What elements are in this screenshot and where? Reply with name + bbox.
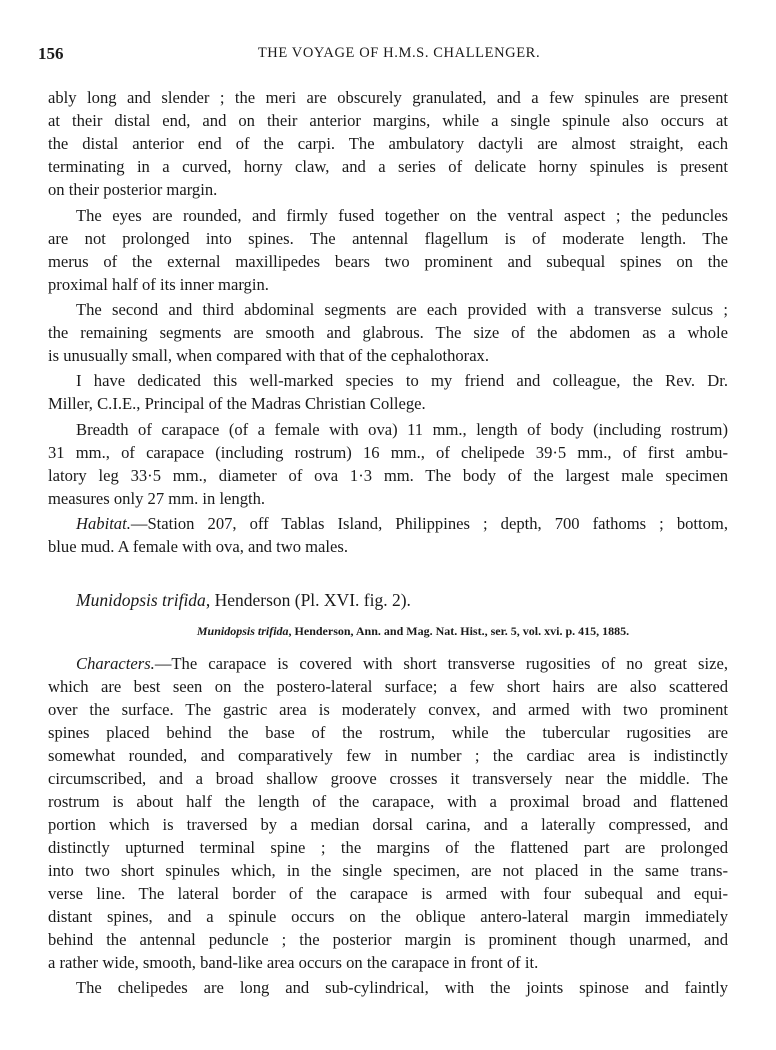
running-title: THE VOYAGE OF H.M.S. CHALLENGER.: [257, 45, 541, 61]
body-line: is unusually small, when compared with that of the cephalothorax.: [48, 346, 490, 365]
body-line: a rather wide, smooth, band-like area occurs on the carapace in front of it.: [48, 953, 539, 972]
species-authority: , Henderson (Pl. XVI. fig. 2).: [205, 590, 411, 610]
species-citation: [0, 624, 776, 639]
body-line: The chelipedes are long and sub-cylindrical, with the joints spinose and faintly: [76, 978, 728, 997]
habitat-line: [76, 514, 728, 534]
body-line: merus of the external maxillipedes bears two prominent and subequal spines on the: [48, 252, 728, 271]
body-line: somewhat rounded, and comparatively few in number ; the cardiac area is indistinctly: [48, 746, 728, 765]
body-line: the distal anterior end of the carpi. The ambulatory dactyli are almost straight, each: [48, 134, 728, 153]
characters-text: —The carapace is covered with short transverse rugosities of no great size,: [154, 654, 728, 673]
body-line: terminating in a curved, horny claw, and a series of delicate horny spinules is present: [48, 157, 728, 176]
body-line: verse line. The lateral border of the carapace is armed with four subequal and equi-: [48, 884, 728, 903]
body-line: blue mud. A female with ova, and two males.: [48, 537, 349, 556]
body-line: measures only 27 mm. in length.: [48, 489, 266, 508]
body-line: which are best seen on the postero-lateral surface; a few short hairs are also scattered: [48, 677, 728, 696]
body-line: into two short spinules which, in the single specimen, are not placed in the same trans-: [48, 861, 728, 880]
body-line: Breadth of carapace (of a female with ova) 11 mm., length of body (including rostrum): [76, 420, 728, 439]
body-line: spines placed behind the base of the rostrum, while the tubercular rugosities are: [48, 723, 728, 742]
body-line: distant spines, and a spinule occurs on the oblique antero-lateral margin immediately: [48, 907, 728, 926]
habitat-text: —Station 207, off Tablas Island, Philippines ; depth, 700 fathoms ; bottom,: [130, 514, 728, 533]
habitat-label: Habitat.: [76, 514, 131, 533]
body-line: ably long and slender ; the meri are obscurely granulated, and a few spinules are present: [48, 88, 728, 107]
body-line: The second and third abdominal segments are each provided with a transverse sulcus ;: [76, 300, 728, 319]
body-line: Miller, C.I.E., Principal of the Madras Christian College.: [48, 394, 426, 413]
citation-reference: , Henderson, Ann. and Mag. Nat. Hist., ser. 5, vol. xvi. p. 415, 1885.: [288, 624, 630, 638]
body-line: The eyes are rounded, and firmly fused together on the ventral aspect ; the peduncles: [76, 206, 728, 225]
page-number: 156: [38, 44, 64, 63]
body-line: at their distal end, and on their anterior margins, while a single spinule also occurs at: [48, 111, 728, 130]
body-line: proximal half of its inner margin.: [48, 275, 269, 294]
characters-line: [76, 654, 728, 674]
body-line: over the surface. The gastric area is moderately convex, and armed with two prominent: [48, 700, 728, 719]
species-name: Munidopsis trifida: [76, 590, 206, 610]
species-heading: [76, 590, 411, 611]
body-line: are not prolonged into spines. The antennal flagellum is of moderate length. The: [48, 229, 728, 248]
body-line: 31 mm., of carapace (including rostrum) 16 mm., of chelipede 39·5 mm., of first ambu-: [48, 443, 728, 462]
running-head: [38, 44, 740, 66]
body-line: I have dedicated this well-marked species to my friend and colleague, the Rev. Dr.: [76, 371, 728, 390]
body-line: portion which is traversed by a median dorsal carina, and a laterally compressed, and: [48, 815, 728, 834]
body-line: latory leg 33·5 mm., diameter of ova 1·3 mm. The body of the largest male specimen: [48, 466, 728, 485]
body-line: the remaining segments are smooth and glabrous. The size of the abdomen as a whole: [48, 323, 728, 342]
citation-name: Munidopsis trifida: [196, 624, 289, 638]
body-line: rostrum is about half the length of the carapace, with a proximal broad and flattened: [48, 792, 728, 811]
characters-label: Characters.: [76, 654, 155, 673]
body-line: circumscribed, and a broad shallow groove crosses it transversely near the middle. The: [48, 769, 728, 788]
body-line: behind the antennal peduncle ; the posterior margin is prominent though unarmed, and: [48, 930, 728, 949]
body-line: on their posterior margin.: [48, 180, 218, 199]
body-line: distinctly upturned terminal spine ; the margins of the flattened part are prolonged: [48, 838, 728, 857]
